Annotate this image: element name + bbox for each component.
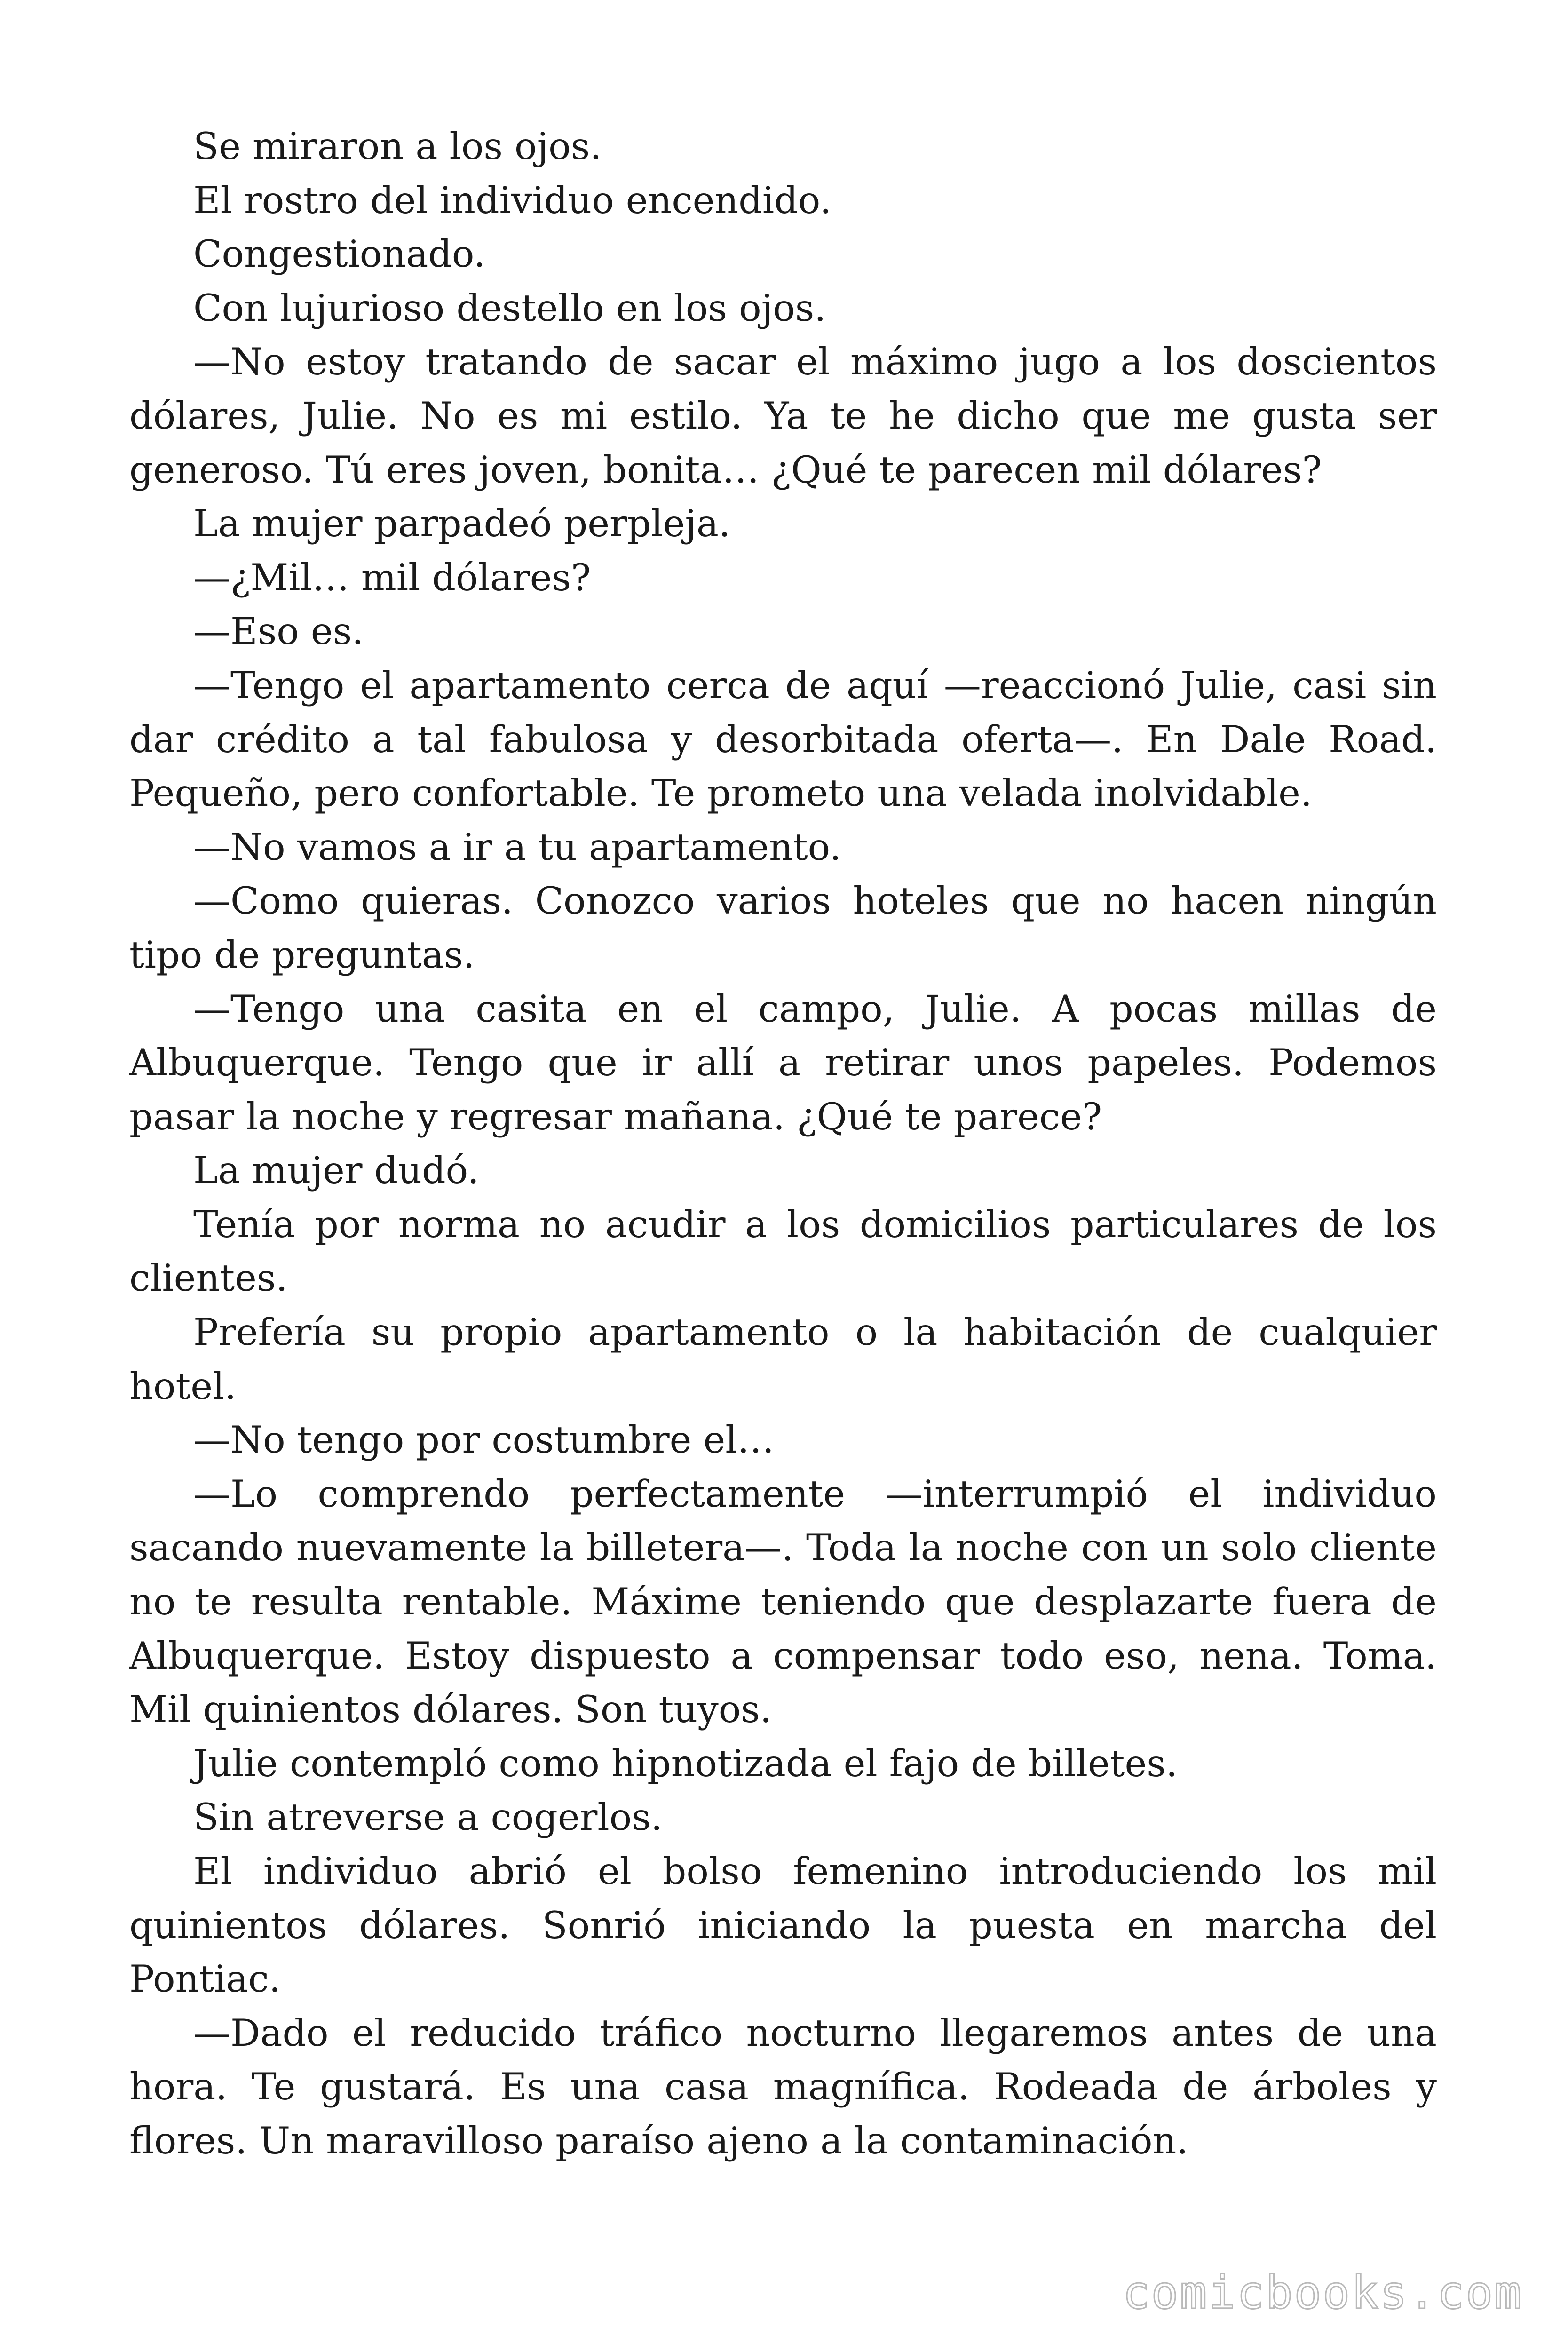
paragraph: Con lujurioso destello en los ojos. (193, 286, 826, 330)
paragraph: —Lo comprendo perfectamente —interrumpió el individuo sacando nuevamente la billetera—. Toda la noche con un solo cliente no te resulta rentable. Máxime teniendo que desplazarte fuera de Albuquerque. Estoy dispuesto a compensar todo eso, nena. Toma. Mil quinientos dólares. Son tuyos. (129, 1472, 1437, 1732)
paragraph: —Tengo una casita en el campo, Julie. A pocas millas de Albuquerque. Tengo que ir allí a retirar unos papeles. Podemos pasar la noche y regresar mañana. ¿Qué te parece? (129, 987, 1437, 1138)
paragraph: Congestionado. (193, 232, 486, 276)
paragraph: —No tengo por costumbre el… (193, 1418, 775, 1462)
paragraph: —No vamos a ir a tu apartamento. (193, 825, 841, 869)
paragraph: Julie contempló como hipnotizada el fajo de billetes. (193, 1741, 1178, 1785)
paragraph: La mujer dudó. (193, 1149, 479, 1192)
paragraph: Se miraron a los ojos. (193, 125, 602, 168)
watermark: comicbooks.com (1122, 2266, 1523, 2319)
paragraph: La mujer parpadeó perpleja. (193, 502, 731, 546)
paragraph: —Tengo el apartamento cerca de aquí —reaccionó Julie, casi sin dar crédito a tal fabulosa y desorbitada oferta—. En Dale Road. Pequeño, pero confortable. Te prometo una velada inolvidable. (129, 663, 1437, 815)
paragraph: —No estoy tratando de sacar el máximo jugo a los doscientos dólares, Julie. No es mi estilo. Ya te he dicho que me gusta ser generoso. Tú eres joven, bonita… ¿Qué te parecen mil dólares? (129, 340, 1437, 492)
page-body (129, 119, 1437, 2168)
paragraph: —¿Mil… mil dólares? (193, 556, 591, 599)
paragraph: —Como quieras. Conozco varios hoteles que no hacen ningún tipo de preguntas. (129, 879, 1437, 977)
paragraph: El rostro del individuo encendido. (193, 178, 832, 222)
paragraph: Prefería su propio apartamento o la habitación de cualquier hotel. (129, 1311, 1437, 1408)
paragraph: —Eso es. (193, 610, 364, 653)
paragraph: El individuo abrió el bolso femenino introduciendo los mil quinientos dólares. Sonrió iniciando la puesta en marcha del Pontiac. (129, 1850, 1437, 2001)
paragraph: Sin atreverse a cogerlos. (193, 1796, 663, 1839)
paragraph: Tenía por norma no acudir a los domicilios particulares de los clientes. (129, 1202, 1437, 1300)
paragraph: —Dado el reducido tráfico nocturno llegaremos antes de una hora. Te gustará. Es una casa magnífica. Rodeada de árboles y flores. Un maravilloso paraíso ajeno a la contaminación. (129, 2011, 1437, 2162)
